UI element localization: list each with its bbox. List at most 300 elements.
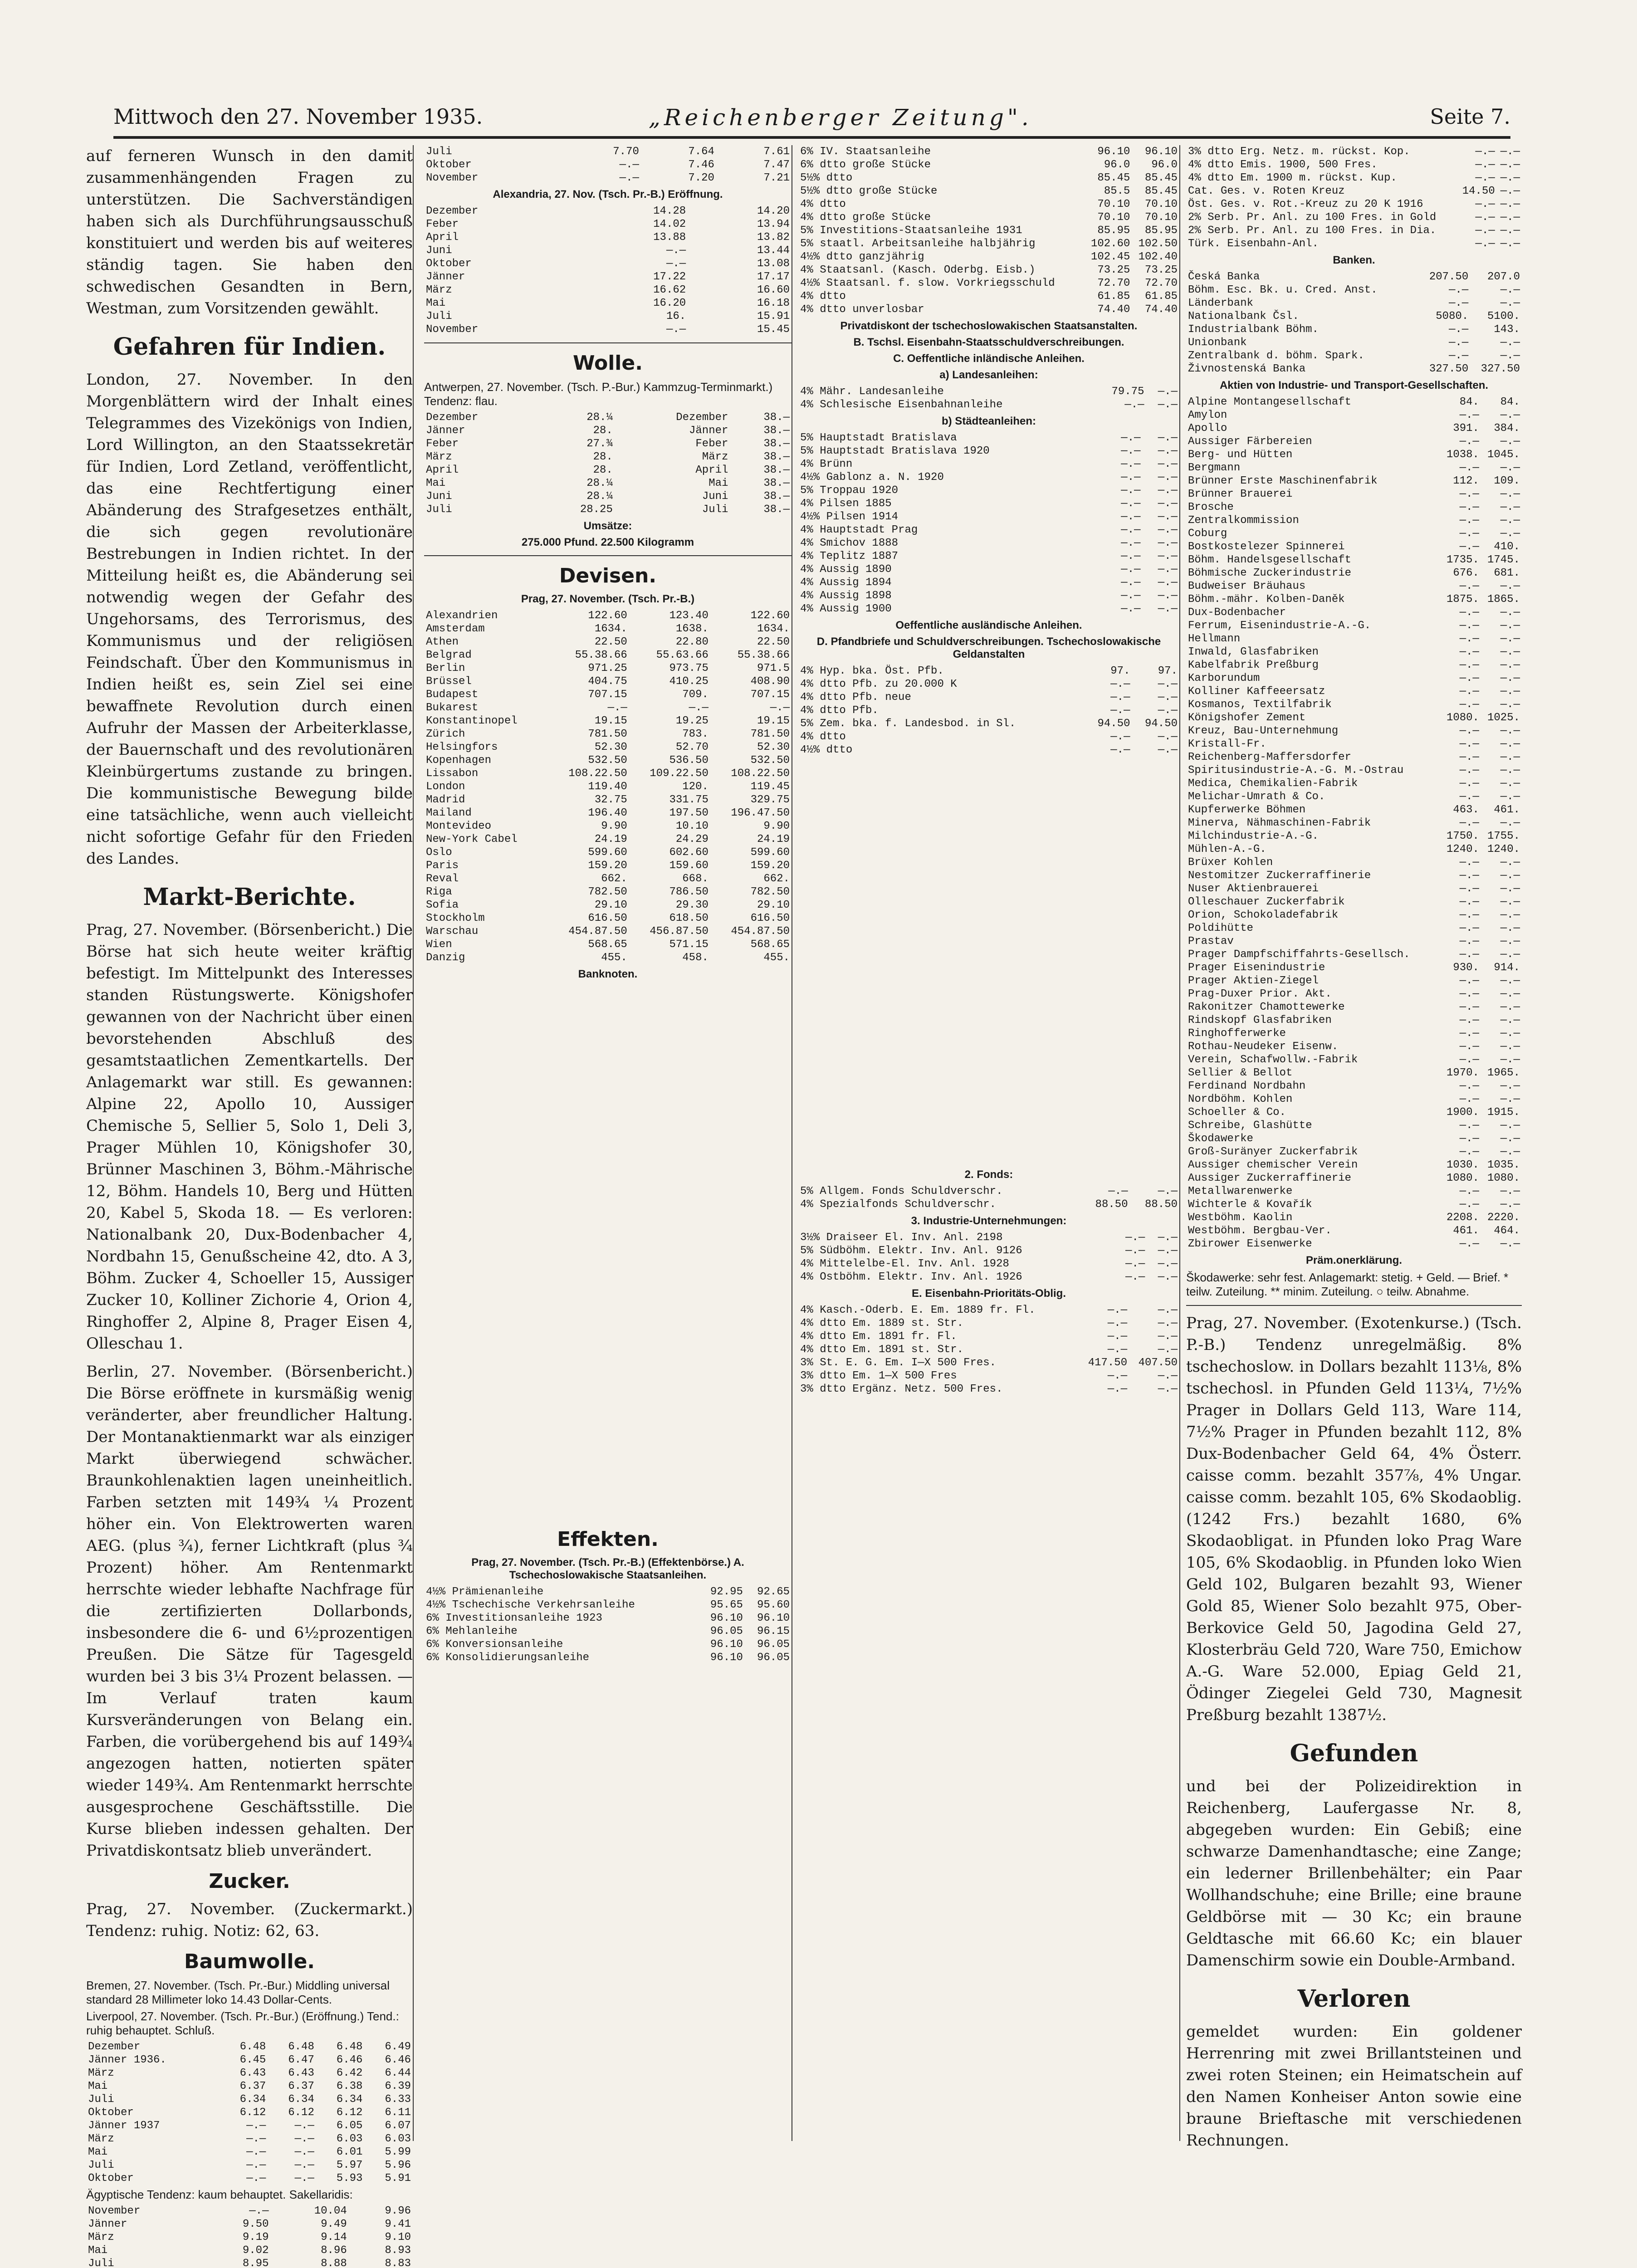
row-value: 7.64 — [688, 146, 714, 158]
row-value: —.— — [1158, 1344, 1178, 1356]
row-value: 9.50 — [242, 2218, 269, 2230]
row-value: —.— — [1459, 896, 1479, 908]
table-row — [798, 431, 1179, 445]
row-value: —.— — [1500, 633, 1520, 645]
row-value: 536.50 — [669, 754, 709, 767]
row-label: Jänner — [88, 2218, 127, 2230]
table-row — [1186, 198, 1522, 211]
table-row — [86, 2204, 413, 2218]
praem-header: Präm.onerklärung. — [1305, 1254, 1402, 1266]
row-value: 391. — [1453, 422, 1479, 435]
cotton-top-table — [424, 145, 792, 185]
table-row — [86, 2093, 413, 2106]
row-value: —.— — [1500, 909, 1520, 921]
lose-table — [1186, 145, 1522, 250]
wolle-headline: Wolle. — [573, 352, 643, 375]
row-value: —.— — [1475, 146, 1495, 158]
row-value: 73.25 — [1144, 264, 1178, 276]
row-value: —.— — [1449, 297, 1469, 309]
row-value: —.— — [1500, 350, 1520, 362]
row-value: 782.50 — [750, 886, 790, 898]
row-label: November — [426, 323, 479, 336]
table-row — [798, 264, 1179, 277]
row-value: —.— — [1459, 922, 1479, 934]
table-row — [798, 224, 1179, 237]
row-value: 102.60 — [1091, 238, 1130, 250]
row-value: 97. — [1158, 665, 1178, 677]
row-value: —.— — [1158, 704, 1178, 717]
table-row — [424, 490, 792, 503]
row-value: —.— — [1459, 699, 1479, 711]
table-row — [424, 714, 792, 728]
row-value: —.— — [1500, 284, 1520, 296]
table-row — [1186, 1158, 1522, 1172]
row-value: 930. — [1453, 962, 1479, 974]
row-value: —.— — [1500, 646, 1520, 658]
row-value: 61.85 — [1097, 290, 1130, 303]
row-label: Budweiser Bräuhaus — [1188, 580, 1306, 592]
table-row — [86, 2244, 413, 2257]
pfandbriefe-header: D. Pfandbriefe und Schuldverschreibungen. Tschechoslowakische Geldanstalten — [816, 635, 1161, 660]
table-row — [86, 2257, 413, 2268]
table-row — [1186, 843, 1522, 856]
table-row — [1186, 211, 1522, 224]
row-label: 2% Serb. Pr. Anl. zu 100 Fres. in Dia. — [1188, 225, 1437, 237]
row-value: 5.99 — [385, 2146, 411, 2158]
eisenbahn-header: B. Tschsl. Eisenbahn-Staatsschuldverschreibungen. — [853, 336, 1124, 348]
row-value: Feber — [695, 438, 728, 450]
row-label: Juni — [426, 244, 452, 257]
row-label: Medica, Chemikalien-Fabrik — [1188, 777, 1358, 790]
row-value: 24.29 — [675, 833, 709, 846]
table-row — [1186, 672, 1522, 685]
row-value: 97. — [1110, 665, 1130, 677]
row-label: 6% Konversionsanleihe — [426, 1638, 563, 1651]
row-value: 85.95 — [1097, 225, 1130, 237]
row-value: Mai — [709, 477, 728, 489]
row-value: 14.02 — [653, 218, 686, 230]
row-value: —.— — [1500, 435, 1520, 448]
row-value: 8.88 — [321, 2258, 347, 2268]
row-value: 5.97 — [336, 2159, 363, 2171]
berlin-boersenbericht: Berlin, 27. November. (Börsenbericht.) Die Börse eröffnete in kursmäßig wenig veränderter, aber freundlicher Haltung. Der Montanaktienmarkt war als einziger Markt überwiegend schwächer. Braunkohlenaktien lagen uneinheitlich. Farben setzten mit 149¾ ¼ Prozent höher ein. Von Elektrowerten waren AEG. (plus ¾), ferner Lichtkraft (plus ¾ Prozent) höher. Am Rentenmarkt herrschte wieder lebhafte Nachfrage für die zertifizierten Dollarbonds, insbesondere die 6- und 6½prozentigen Preußen. Die Sätze für Tagesgeld wurden bei 3 bis 3¼ Prozent belassen. — Im Verlauf traten kaum Kursveränderungen von Belang ein. Farben, die vorübergehend bis auf 149¾ angezogen hatten, notierten später wieder 149¾. Am Rentenmarkt herrschte ausgesprochene Geschäftsstille. Die Kurse blieben indessen gehalten. Der Privatdiskontsatz blieb unverändert. — [86, 1363, 413, 1860]
pfandbriefe-block — [798, 757, 1179, 1165]
verloren-headline: Verloren — [1297, 1985, 1411, 2013]
table-row — [798, 471, 1179, 484]
row-value: 6.46 — [385, 2054, 411, 2066]
table-row — [424, 675, 792, 688]
banknoten-block — [424, 984, 792, 1520]
row-label: 5% staatl. Arbeitsanleihe halbjährig — [800, 238, 1036, 250]
row-value: —.— — [1158, 1304, 1178, 1316]
row-value: —.— — [1459, 1014, 1479, 1026]
row-value: 38.— — [763, 477, 790, 489]
row-value: —.— — [1459, 528, 1479, 540]
row-value: —.— — [246, 2159, 266, 2171]
row-value: —.— — [1459, 1001, 1479, 1013]
table-row — [424, 310, 792, 323]
row-value: 461. — [1494, 804, 1520, 816]
row-value: —.— — [1125, 1271, 1145, 1283]
row-value: März — [702, 451, 728, 463]
table-row — [424, 780, 792, 793]
table-row — [798, 678, 1179, 691]
row-label: Belgrad — [426, 649, 472, 661]
row-value: —.— — [1500, 870, 1520, 882]
table-row — [1186, 1027, 1522, 1040]
row-value: —.— — [1500, 1146, 1520, 1158]
row-value: 72.70 — [1144, 277, 1178, 289]
row-label: 3½% Draiseer El. Inv. Anl. 2198 — [800, 1232, 1003, 1244]
row-label: Ringhofferwerke — [1188, 1027, 1286, 1040]
table-row — [86, 2231, 413, 2244]
row-label: 4% Aussig 1900 — [800, 603, 892, 615]
row-value: —.— — [666, 258, 686, 270]
table-row — [86, 2067, 413, 2080]
row-label: 4% dtto Em. 1900 m. rückst. Kup. — [1188, 172, 1397, 184]
row-label: 4½% Prämienanleihe — [426, 1586, 544, 1598]
row-value: —.— — [1475, 238, 1495, 250]
table-row — [1186, 1185, 1522, 1198]
article-intro: auf ferneren Wunsch in den damit zusammenhängenden Fragen zu unterstützen. Die Sachverständigen haben sich als Durchführungsausschuß konstituiert und werden bis auf weiteres ständig tagen. Sie haben den schwedischen Gesandten in Bern, Westman, zum Vorsitzenden gewählt. — [86, 147, 413, 318]
row-value: —.— — [1500, 501, 1520, 513]
table-row — [1186, 724, 1522, 738]
row-value: 8.95 — [242, 2258, 269, 2268]
row-label: Mai — [426, 297, 446, 309]
table-row — [1186, 422, 1522, 435]
divider — [424, 555, 792, 556]
row-value: 28.¼ — [586, 490, 613, 503]
table-row — [424, 767, 792, 780]
row-value: —.— — [1158, 471, 1178, 484]
row-value: —.— — [1449, 350, 1469, 362]
table-row — [424, 205, 792, 218]
row-value: 1638. — [675, 623, 709, 635]
row-value: 1035. — [1487, 1159, 1520, 1171]
row-value: 207.0 — [1487, 271, 1520, 283]
table-row — [1186, 1119, 1522, 1132]
table-row — [798, 385, 1179, 398]
table-row — [798, 537, 1179, 550]
row-label: 5½% dtto große Stücke — [800, 185, 938, 197]
table-row — [1186, 1145, 1522, 1158]
row-label: 6% Konsolidierungsanleihe — [426, 1652, 590, 1664]
row-value: —.— — [1459, 1119, 1479, 1132]
row-value: 28.25 — [580, 503, 613, 516]
row-label: Milchindustrie-A.-G. — [1188, 830, 1319, 842]
row-value: Dezember — [676, 411, 728, 424]
row-value: 17.17 — [757, 271, 790, 283]
row-value: 8.93 — [385, 2244, 411, 2257]
row-value: —.— — [1121, 590, 1141, 602]
prioritaets-header: E. Eisenbahn-Prioritäts-Oblig. — [911, 1287, 1066, 1300]
row-value: —.— — [1459, 725, 1479, 737]
row-value: —.— — [1500, 620, 1520, 632]
row-label: Brosche — [1188, 501, 1234, 513]
table-row — [424, 1612, 792, 1625]
row-value: 6.49 — [385, 2041, 411, 2053]
table-row — [1186, 974, 1522, 987]
row-value: 6.42 — [336, 2067, 363, 2079]
row-value: —.— — [1500, 514, 1520, 527]
row-label: Zbirower Eisenwerke — [1188, 1238, 1312, 1250]
row-label: Orion, Schokoladefabrik — [1188, 909, 1339, 921]
table-row — [1186, 435, 1522, 448]
row-value: 5080. — [1436, 310, 1469, 323]
skoda-note: Škodawerke: sehr fest. Anlagemarkt: stetig. + Geld. — Brief. * teilw. Zuteilung. ** minim. Zuteilung. ○ teilw. Abnahme. — [1186, 1271, 1509, 1298]
row-value: April — [695, 464, 728, 476]
row-value: —.— — [246, 2133, 266, 2145]
row-value: —.— — [1449, 337, 1469, 349]
table-row — [424, 859, 792, 872]
row-value: 7.20 — [688, 172, 714, 184]
row-label: Feber — [426, 438, 459, 450]
row-value: —.— — [1459, 1133, 1479, 1145]
row-label: 3% dtto Erg. Netz. m. rückst. Kop. — [1188, 146, 1410, 158]
devisen-headline: Devisen. — [559, 564, 657, 587]
row-label: Böhm. Esc. Bk. u. Cred. Anst. — [1188, 284, 1378, 296]
row-value: —.— — [1158, 537, 1178, 549]
row-value: —.— — [1459, 1198, 1479, 1211]
table-row — [86, 2053, 413, 2067]
wolle-table — [424, 411, 792, 516]
table-row — [1186, 270, 1522, 284]
divider — [1186, 1305, 1522, 1306]
row-value: —.— — [1475, 211, 1495, 224]
row-value: —.— — [1459, 883, 1479, 895]
table-row — [798, 1231, 1179, 1244]
row-label: 4½% Gablonz a. N. 1920 — [800, 471, 944, 484]
row-label: Brüxer Kohlen — [1188, 856, 1273, 869]
row-value: —.— — [294, 2172, 314, 2185]
row-label: 4% Mittelelbe-El. Inv. Anl. 1928 — [800, 1258, 1009, 1270]
row-value: —.— — [1158, 458, 1178, 470]
row-label: Sofia — [426, 899, 459, 911]
banknoten-header: Banknoten. — [578, 968, 638, 980]
row-value: —.— — [1459, 948, 1479, 961]
row-label: New-York Cabel — [426, 833, 518, 846]
row-value: 207.50 — [1429, 271, 1469, 283]
banken-table — [1186, 270, 1522, 376]
row-label: 5% Hauptstadt Bratislava 1920 — [800, 445, 990, 457]
table-row — [424, 609, 792, 622]
table-row — [1186, 527, 1522, 540]
row-label: Montevideo — [426, 820, 492, 832]
row-value: —.— — [1158, 691, 1178, 704]
table-row — [1186, 869, 1522, 882]
effekten-sub: Prag, 27. November. (Tsch. Pr.-B.) (Effektenbörse.) A. Tschechoslowakische Staatsanleihen. — [471, 1556, 744, 1581]
row-label: Dux-Bodenbacher — [1188, 606, 1286, 619]
row-label: Kosmanos, Textilfabrik — [1188, 699, 1332, 711]
row-label: Inwald, Glasfabriken — [1188, 646, 1319, 658]
table-row — [424, 951, 792, 964]
umsatz-label: Umsätze: — [583, 520, 632, 532]
table-row — [1186, 409, 1522, 422]
row-value: 13.88 — [653, 231, 686, 244]
table-row — [798, 198, 1179, 211]
table-row — [424, 171, 792, 185]
row-value: —.— — [1459, 1146, 1479, 1158]
row-label: 4% Aussig 1890 — [800, 563, 892, 576]
row-value: —.— — [1459, 1041, 1479, 1053]
row-value: 29.10 — [594, 899, 627, 911]
row-label: Kopenhagen — [426, 754, 492, 767]
row-value: —.— — [1121, 471, 1141, 484]
row-value: 94.50 — [1097, 718, 1130, 730]
row-label: 6% dtto große Stücke — [800, 159, 931, 171]
aktien-table — [1186, 396, 1522, 1251]
table-row — [1186, 1040, 1522, 1053]
aktien-header: Aktien von Industrie- und Transport-Gesellschaften. — [1219, 379, 1489, 391]
row-value: 408.90 — [750, 675, 790, 688]
row-value: 1080. — [1487, 1172, 1520, 1184]
row-label: Mailand — [426, 807, 472, 819]
row-value: —.— — [1475, 198, 1495, 210]
row-value: 196.47.50 — [731, 807, 790, 819]
table-row — [1186, 816, 1522, 830]
row-value: Juli — [702, 503, 728, 516]
banken-header: Banken. — [1333, 254, 1375, 266]
row-value: —.— — [1158, 1383, 1178, 1395]
table-row — [424, 297, 792, 310]
row-value: —.— — [1500, 738, 1520, 750]
row-value: —.— — [294, 2159, 314, 2171]
row-label: Unionbank — [1188, 337, 1247, 349]
row-value: —.— — [1500, 1001, 1520, 1013]
row-value: —.— — [1121, 537, 1141, 549]
column-3 — [798, 145, 1180, 2141]
row-value: 95.60 — [757, 1599, 790, 1611]
row-value: 29.10 — [757, 899, 790, 911]
liverpool-table — [86, 2040, 413, 2185]
row-value: —.— — [1121, 511, 1141, 523]
row-value: 971.5 — [757, 662, 790, 675]
table-row — [1186, 738, 1522, 751]
row-label: Böhmische Zuckerindustrie — [1188, 567, 1352, 579]
row-value: —.— — [1121, 432, 1141, 444]
row-label: Melichar-Umrath & Co. — [1188, 791, 1325, 803]
row-label: Živnostenská Banka — [1188, 363, 1306, 375]
row-value: 55.38.66 — [575, 649, 627, 661]
table-row — [798, 1330, 1179, 1343]
row-label: Verein, Schafwollw.-Fabrik — [1188, 1054, 1358, 1066]
row-label: Dezember — [426, 411, 479, 424]
row-value: 102.40 — [1138, 251, 1178, 263]
row-value: —.— — [1500, 488, 1520, 500]
effekten-table — [424, 1585, 792, 1664]
row-value: —.— — [1121, 458, 1141, 470]
row-value: —.— — [1459, 791, 1479, 803]
row-value: 1755. — [1487, 830, 1520, 842]
row-label: 2% Serb. Pr. Anl. zu 100 Fres. in Gold — [1188, 211, 1437, 224]
table-row — [798, 1244, 1179, 1257]
table-row — [1186, 632, 1522, 645]
row-value: —.— — [1459, 1185, 1479, 1198]
row-value: 6.43 — [239, 2067, 266, 2079]
row-value: 108.22.50 — [731, 767, 790, 780]
row-label: Nationalbank Čsl. — [1188, 310, 1299, 323]
row-label: 4% Spezialfonds Schuldverschr. — [800, 1198, 997, 1211]
row-value: 102.45 — [1091, 251, 1130, 263]
fonds-table — [798, 1185, 1179, 1211]
table-row — [424, 323, 792, 336]
table-row — [798, 1343, 1179, 1356]
row-label: November — [426, 172, 479, 184]
table-row — [798, 704, 1179, 717]
divider — [424, 342, 792, 343]
row-value: —.— — [1500, 1185, 1520, 1198]
india-headline: Gefahren für Indien. — [113, 333, 386, 361]
table-row — [1186, 553, 1522, 567]
column-2 — [424, 145, 792, 2141]
table-row — [798, 145, 1179, 158]
table-row — [424, 872, 792, 885]
row-value: —.— — [1158, 1370, 1178, 1382]
table-row — [424, 662, 792, 675]
row-value: —.— — [1158, 484, 1178, 497]
table-row — [1186, 987, 1522, 1001]
row-label: Spiritusindustrie-A.-G. M.-Ostrau — [1188, 764, 1404, 777]
row-value: —.— — [1459, 646, 1479, 658]
row-label: März — [426, 451, 452, 463]
row-label: 4% dtto große Stücke — [800, 211, 931, 224]
row-value: 6.37 — [288, 2080, 314, 2092]
row-value: 16. — [666, 310, 686, 323]
row-value: —.— — [1459, 685, 1479, 698]
row-value: 123.40 — [669, 610, 709, 622]
row-label: Dezember — [88, 2041, 141, 2053]
row-value: —.— — [1107, 1304, 1128, 1316]
row-label: Apollo — [1188, 422, 1227, 435]
row-value: 96.05 — [757, 1652, 790, 1664]
sakel-table — [424, 270, 792, 336]
row-label: April — [426, 231, 459, 244]
table-row — [1186, 1198, 1522, 1211]
row-value: Juni — [702, 490, 728, 503]
table-row — [424, 807, 792, 820]
row-value: —.— — [1121, 563, 1141, 576]
row-label: Oktober — [88, 2172, 134, 2185]
row-value: 781.50 — [750, 728, 790, 740]
row-value: —.— — [1125, 1245, 1145, 1257]
staatsanleihen-table — [798, 145, 1179, 316]
row-label: 3% dtto Em. 1—X 500 Fres — [800, 1370, 957, 1382]
row-value: 6.01 — [336, 2146, 363, 2158]
table-row — [1186, 1132, 1522, 1145]
fonds-header: 2. Fonds: — [964, 1168, 1013, 1181]
table-row — [424, 833, 792, 846]
row-value: 24.19 — [757, 833, 790, 846]
row-value: 616.50 — [588, 912, 627, 924]
table-row — [1186, 1237, 1522, 1251]
row-value: 7.46 — [688, 159, 714, 171]
row-value: 786.50 — [669, 886, 709, 898]
row-value: 455. — [763, 952, 790, 964]
table-row — [798, 665, 1179, 678]
row-label: 6% Mehlanleihe — [426, 1625, 518, 1637]
table-row — [1186, 171, 1522, 185]
row-value: 6.12 — [336, 2107, 363, 2119]
row-label: 6% Investitionsanleihe 1923 — [426, 1612, 602, 1624]
row-value: —.— — [1500, 1093, 1520, 1105]
row-label: Reichenberg-Maffersdorfer — [1188, 751, 1352, 763]
row-value: 707.15 — [588, 689, 627, 701]
row-value: 85.5 — [1104, 185, 1130, 197]
table-row — [424, 284, 792, 297]
row-label: 4% dtto Em. 1889 st. Str. — [800, 1317, 964, 1330]
row-label: 5% Südböhm. Elektr. Inv. Anl. 9126 — [800, 1245, 1022, 1257]
table-row — [1186, 1014, 1522, 1027]
